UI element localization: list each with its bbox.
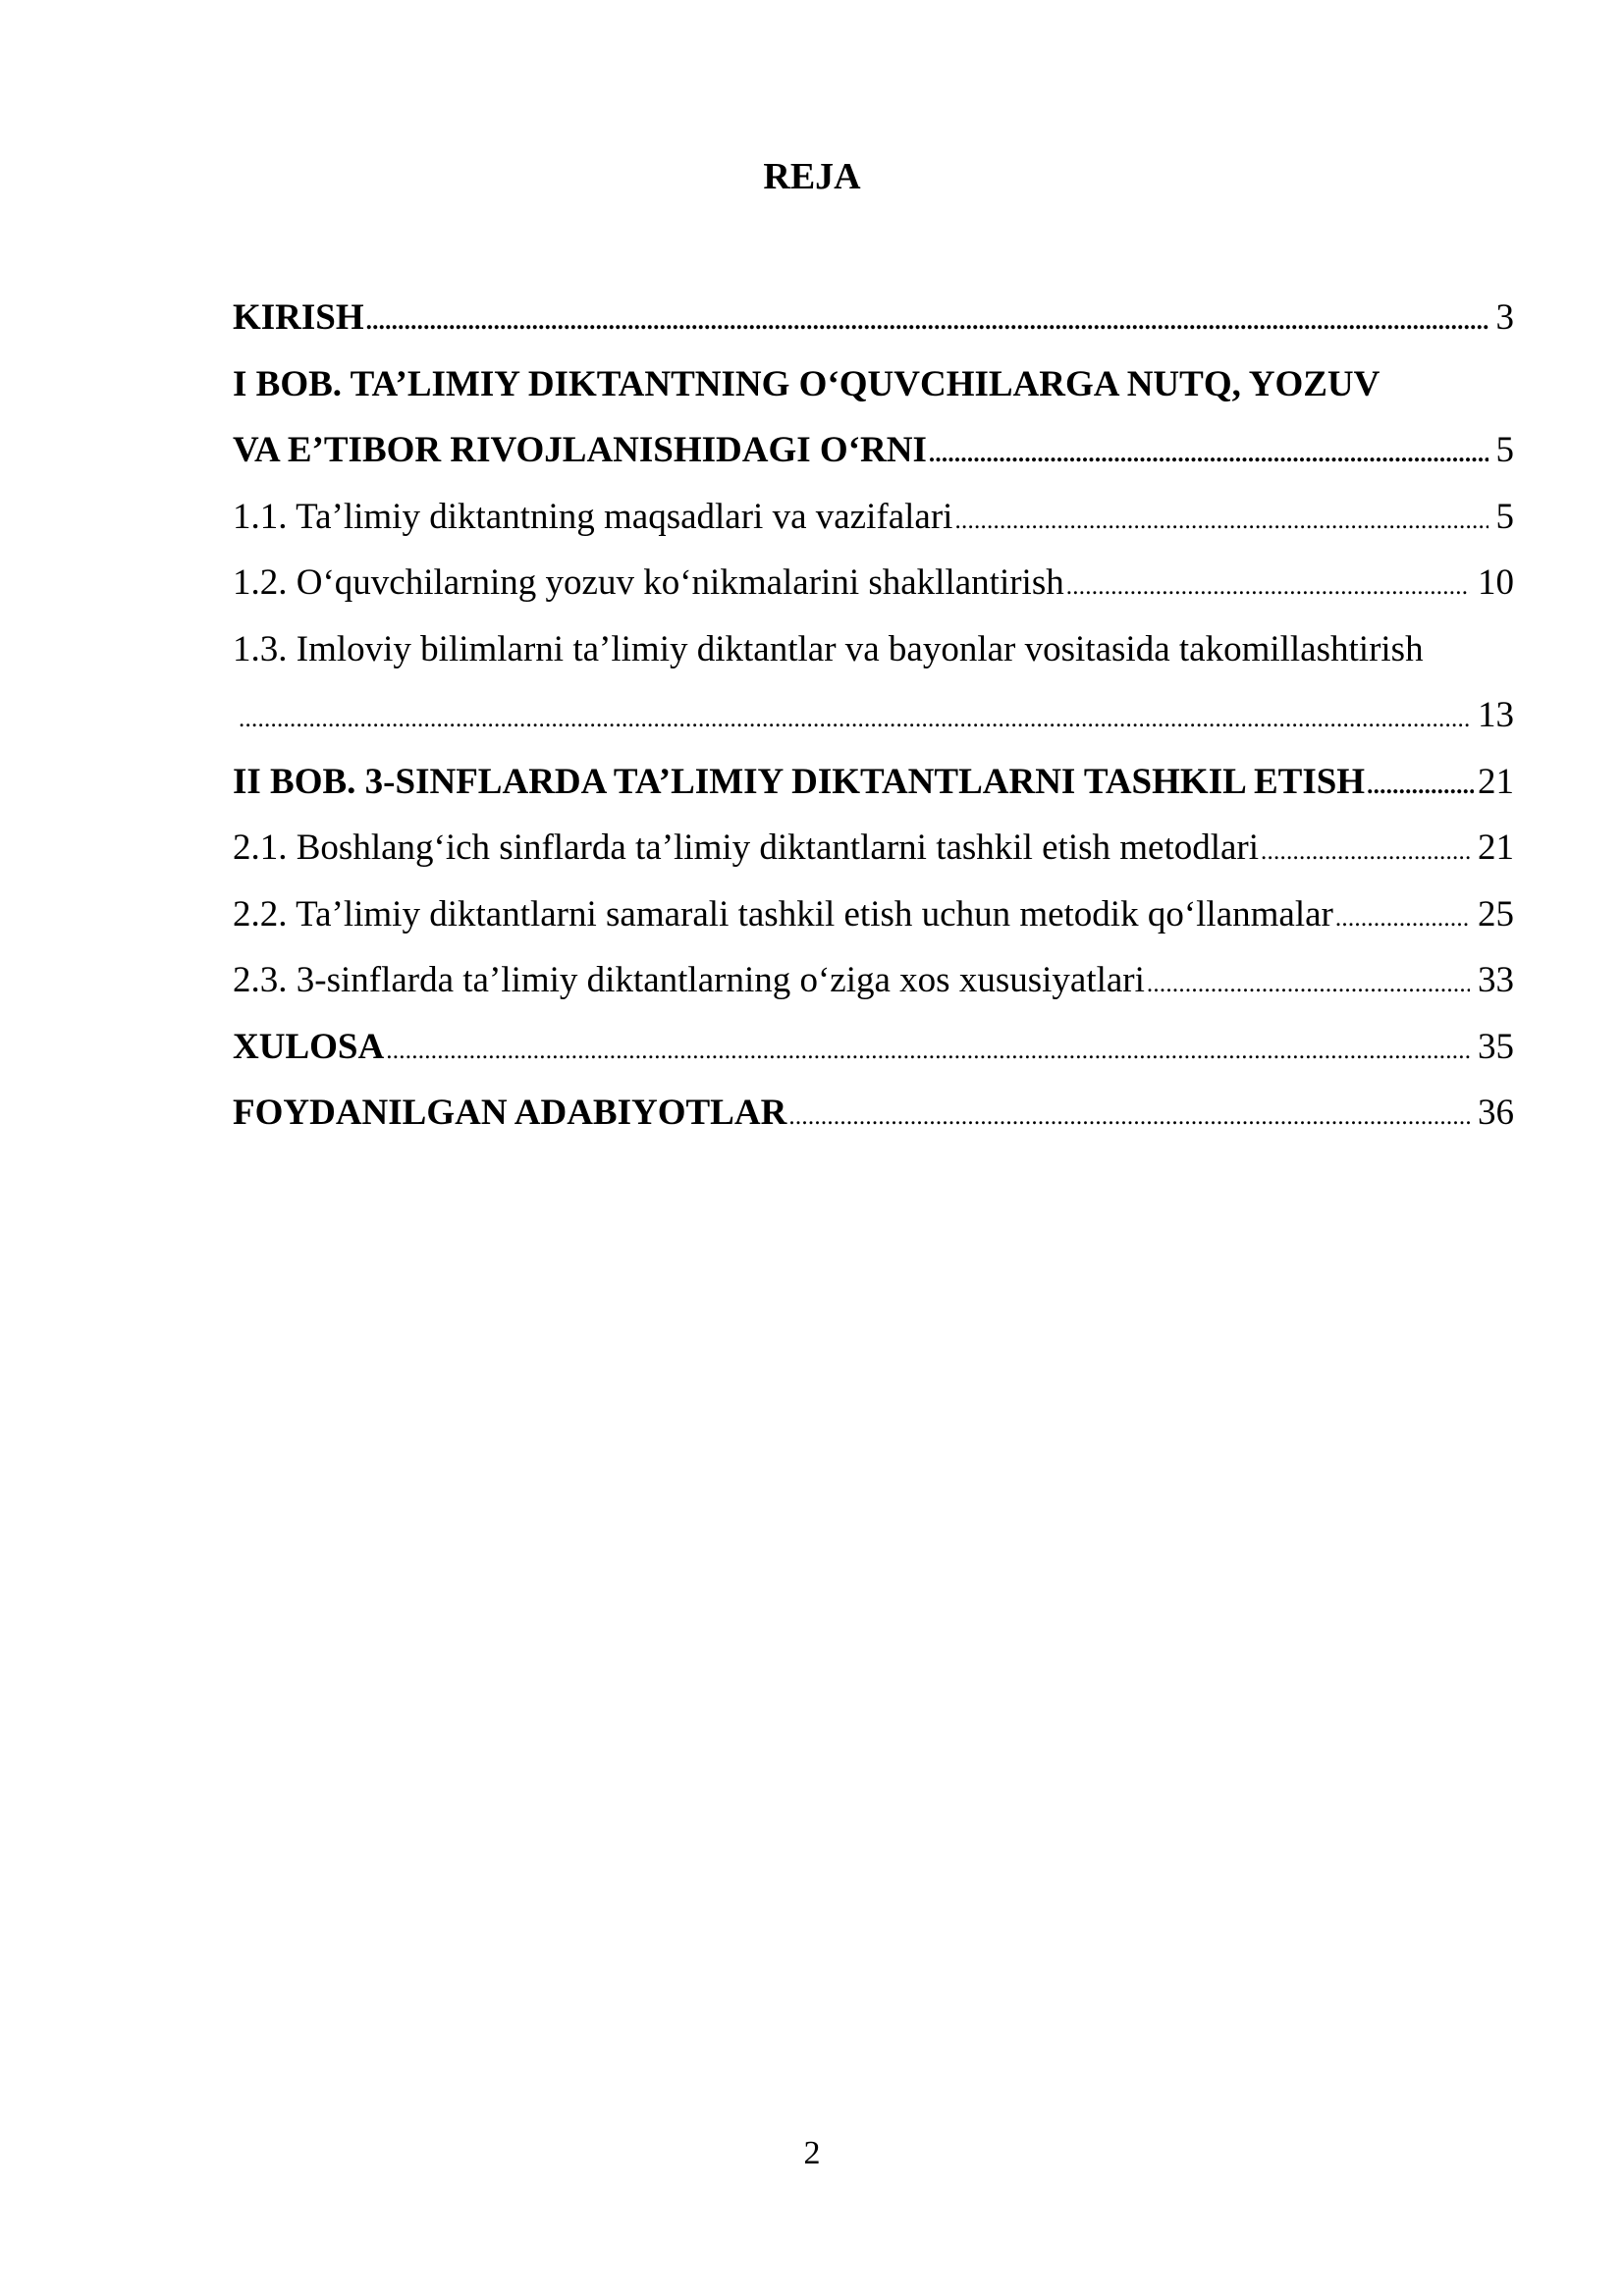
dot-leader [788,1080,1470,1150]
toc-page-number: 3 [1495,297,1514,338]
toc-label: 1.1. Ta’limiy diktantning maqsadlari va vazifalari [233,496,953,537]
toc-label: 2.1. Boshlang‘ich sinflarda ta’limiy diktantlarni tashkil etish metodlari [233,828,1260,868]
dot-leader [1261,815,1470,885]
dot-leader [954,484,1488,555]
toc-label: 2.3. 3-sinflarda ta’limiy diktantlarning o‘ziga xos xususiyatlari [233,960,1145,1000]
toc-entry-adabiyotlar[interactable] [233,1080,1514,1147]
page-title: REJA [763,156,861,197]
dot-leader [1147,947,1470,1018]
toc-label: XULOSA [233,1026,385,1067]
toc-label: KIRISH [233,297,364,338]
toc-page-number: 25 [1478,893,1514,934]
toc-entry-bob2[interactable] [233,749,1514,816]
toc-entry-bob1[interactable] [233,417,1514,484]
toc-page-number: 21 [1478,828,1514,868]
toc-label: 2.2. Ta’limiy diktantlarni samarali tashkil etish uchun metodik qo‘llanmalar [233,893,1333,934]
page-number: 2 [803,2135,821,2171]
toc-entry-bob1-line1[interactable]: I BOB. TA’LIMIY DIKTANTNING O‘QUVCHILARGA NUTQ, YOZUV [233,363,1380,404]
dot-leader [1066,550,1470,620]
toc-page-number: 10 [1478,562,1514,603]
table-of-contents [233,285,1514,1147]
toc-label: II BOB. 3-SINFLARDA TA’LIMIY DIKTANTLARNI TASHKIL ETISH [233,761,1366,802]
toc-page-number: 13 [1478,695,1514,735]
toc-label: FOYDANILGAN ADABIYOTLAR [233,1093,787,1133]
toc-entry-2-1[interactable] [233,815,1514,881]
toc-page-number: 35 [1478,1026,1514,1067]
toc-label: 1.2. O‘quvchilarning yozuv ko‘nikmalarini shakllantirish [233,562,1064,603]
toc-page-number: 5 [1495,430,1514,470]
toc-page-number: 36 [1478,1093,1514,1133]
toc-entry-xulosa[interactable] [233,1014,1514,1081]
dot-leader [1367,749,1474,820]
toc-page-number: 33 [1478,960,1514,1000]
dot-leader [1335,881,1470,952]
dot-leader [386,1014,1470,1085]
toc-page-number: 5 [1495,496,1514,537]
toc-entry-1-1[interactable] [233,484,1514,551]
dot-leader [366,285,1489,355]
toc-entry-2-2[interactable] [233,881,1514,948]
dot-leader [929,417,1489,488]
toc-entry-1-3[interactable] [233,682,1514,749]
toc-entry-2-3[interactable] [233,947,1514,1014]
toc-label: VA E’TIBOR RIVOJLANISHIDAGI O‘RNI [233,430,927,470]
toc-entry-kirish[interactable] [233,285,1514,351]
toc-entry-1-3-line1[interactable]: 1.3. Imloviy bilimlarni ta’limiy diktantlar va bayonlar vositasida takomillashtirish [233,628,1424,669]
dot-leader [239,682,1470,753]
toc-page-number: 21 [1478,761,1514,802]
toc-entry-1-2[interactable] [233,550,1514,616]
